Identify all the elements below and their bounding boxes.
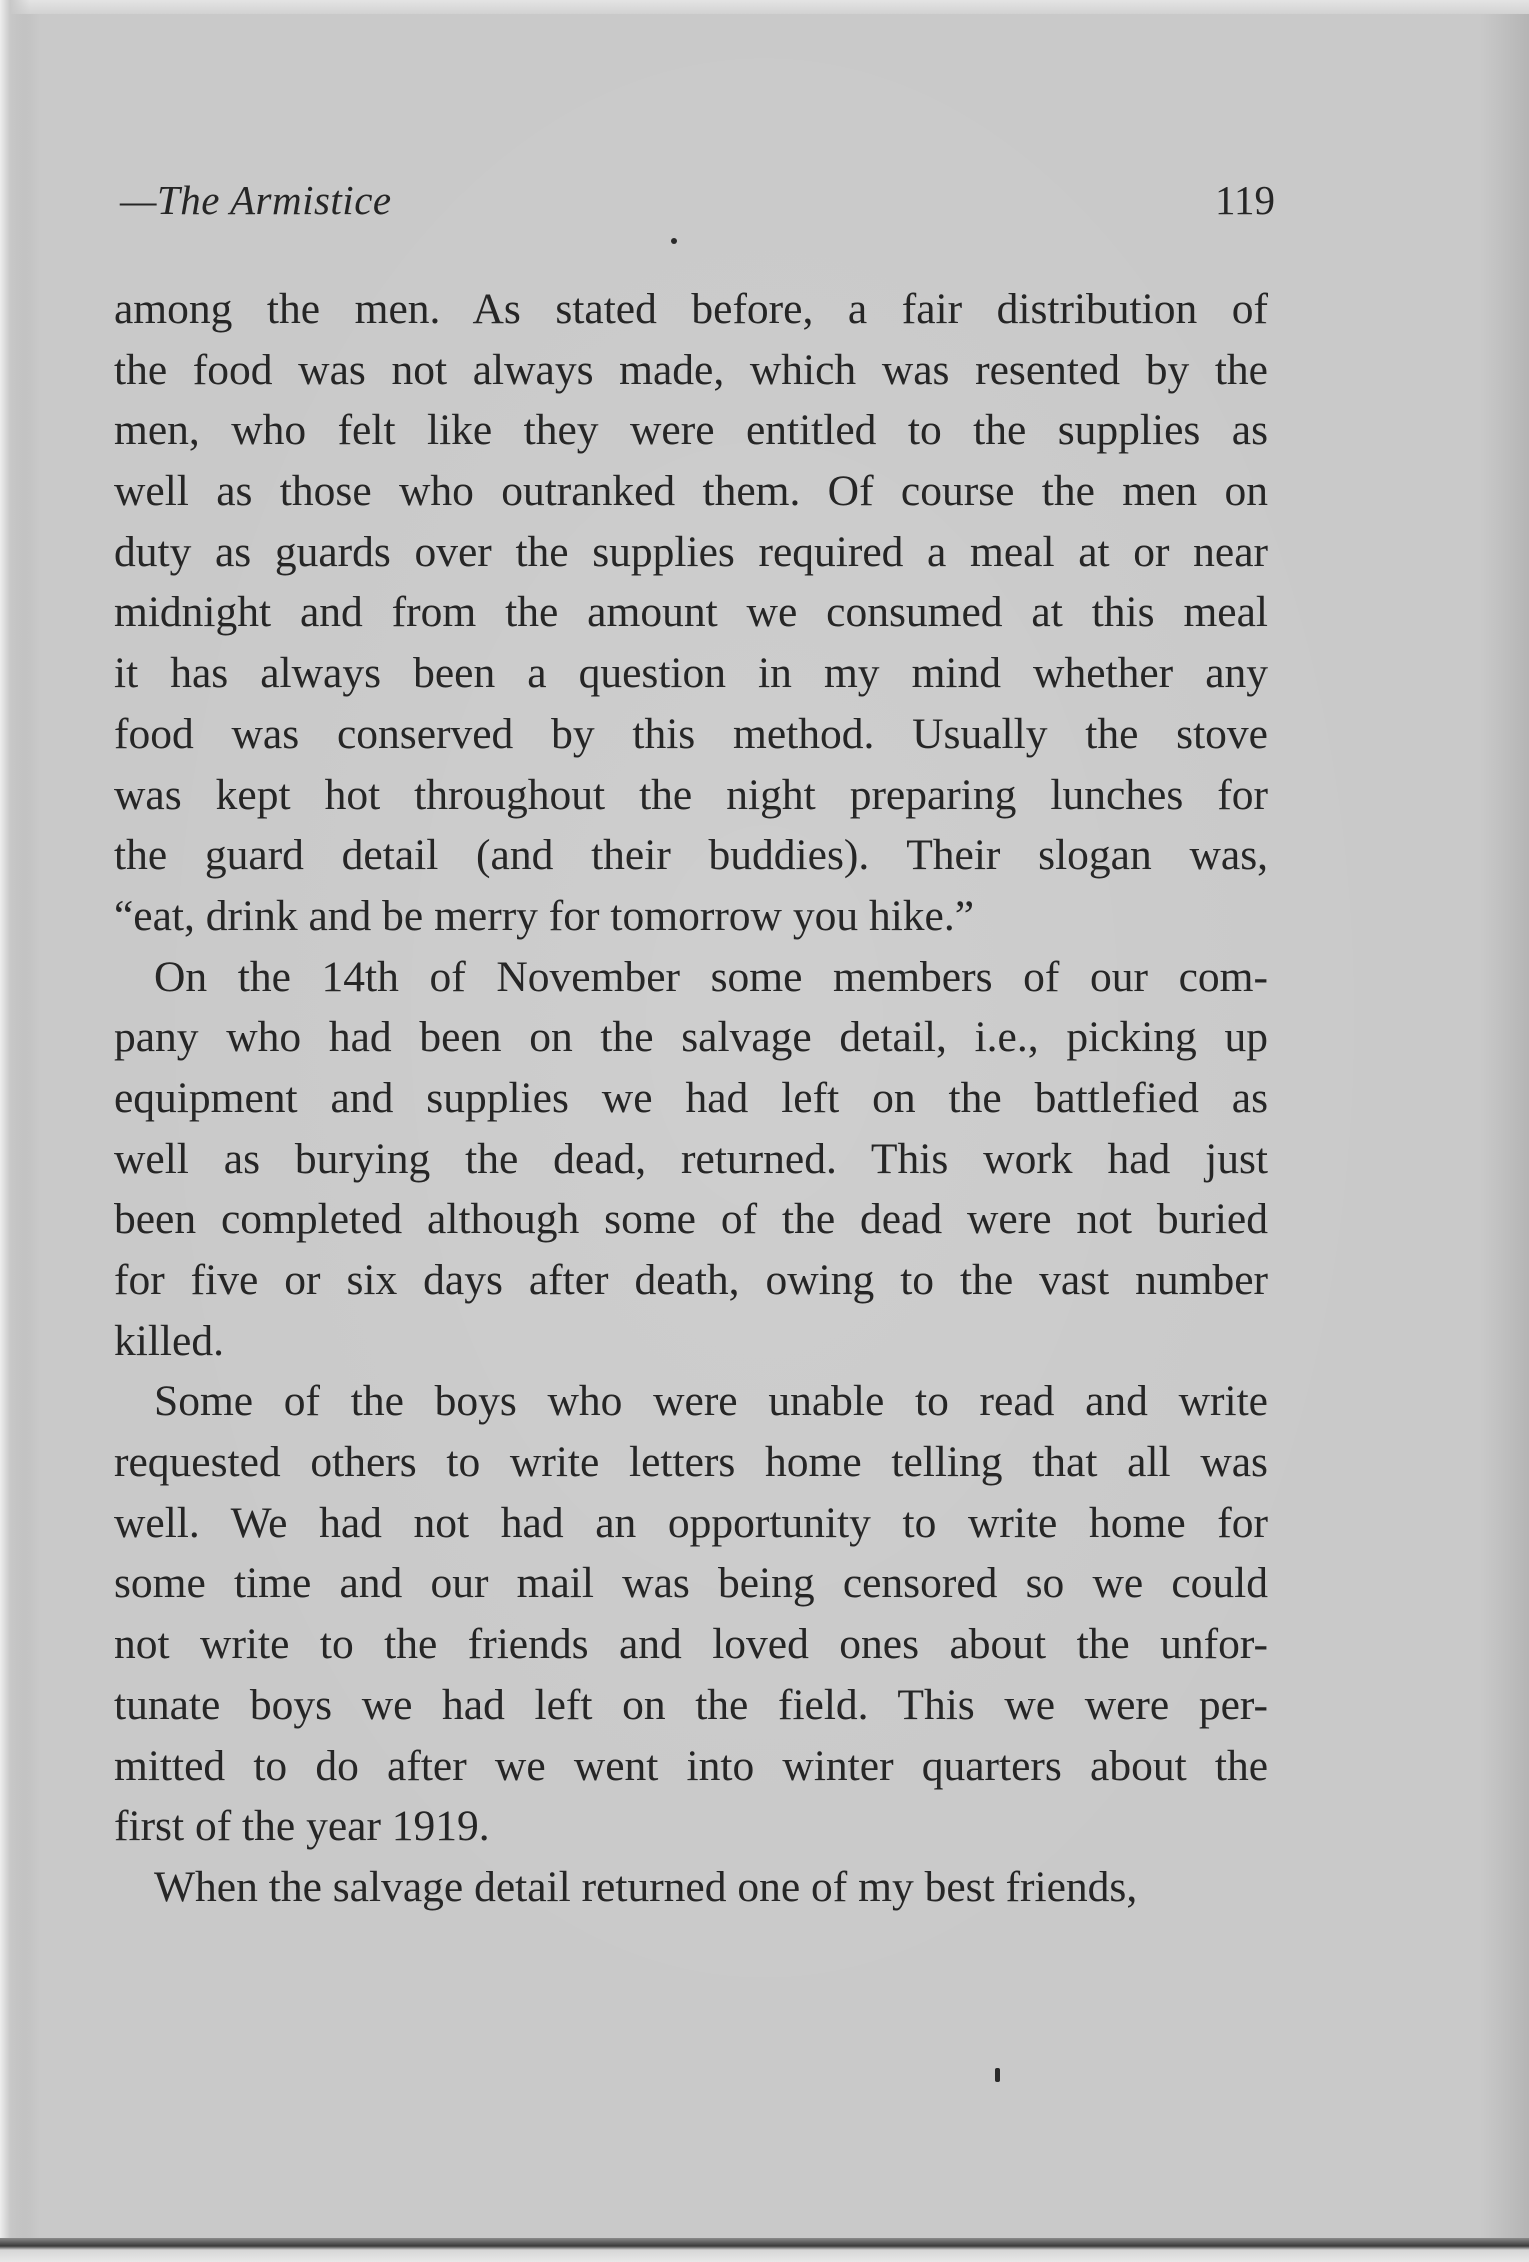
body-text <box>114 279 1268 1918</box>
text-line: among the men. As stated before, a fair distribution of <box>114 285 1268 333</box>
text-line: it has always been a question in my mind whether any <box>114 649 1268 698</box>
text-line: not write to the friends and loved ones about the unfor- <box>114 1620 1268 1669</box>
text-line: On the 14th of November some members of our com- <box>154 952 1268 1001</box>
text-line: pany who had been on the salvage detail, i.e., picking up <box>114 1013 1268 1062</box>
text-line: duty as guards over the supplies required a meal at or near <box>114 527 1268 576</box>
text-line: mitted to do after we went into winter quarters about the <box>114 1741 1268 1790</box>
page-left-edge <box>0 0 30 2262</box>
paragraph <box>114 947 1268 1372</box>
paragraph <box>114 1371 1268 1857</box>
text-line: midnight and from the amount we consumed at this meal <box>114 588 1268 637</box>
text-line: well. We had not had an opportunity to write home for <box>114 1498 1268 1547</box>
text-line: first of the year 1919. <box>114 1802 490 1851</box>
paragraph <box>114 279 1268 947</box>
print-speck <box>671 238 677 244</box>
print-speck <box>995 2068 1000 2082</box>
text-line: men, who felt like they were entitled to the supplies as <box>114 406 1268 455</box>
text-line: food was conserved by this method. Usually the stove <box>114 709 1268 758</box>
running-head: —The Armistice <box>120 177 392 223</box>
text-line: Some of the boys who were unable to read and write <box>154 1377 1268 1426</box>
text-line: well as those who outranked them. Of course the men on <box>114 467 1268 516</box>
text-line: requested others to write letters home telling that all was <box>114 1438 1268 1487</box>
text-line: equipment and supplies we had left on the battlefied as <box>114 1073 1268 1122</box>
text-line: been completed although some of the dead were not buried <box>114 1195 1268 1244</box>
page-bottom-edge <box>0 2238 1529 2262</box>
text-line: killed. <box>114 1316 224 1365</box>
page-number: 119 <box>1215 177 1275 223</box>
text-line: the food was not always made, which was resented by the <box>114 345 1268 394</box>
text-line: When the salvage detail returned one of my best friends, <box>154 1862 1138 1911</box>
paragraph <box>114 1857 1268 1918</box>
text-line: well as burying the dead, returned. This work had just <box>114 1134 1268 1183</box>
text-line: tunate boys we had left on the field. This we were per- <box>114 1680 1268 1729</box>
text-line: some time and our mail was being censored so we could <box>114 1559 1268 1608</box>
page-top-edge <box>0 0 1529 14</box>
text-line: the guard detail (and their buddies). Their slogan was, <box>114 831 1268 880</box>
text-line: was kept hot throughout the night preparing lunches for <box>114 770 1268 819</box>
text-line: “eat, drink and be merry for tomorrow you hike.” <box>114 891 975 940</box>
text-line: for five or six days after death, owing to the vast number <box>114 1256 1268 1304</box>
page-header <box>120 176 1275 236</box>
